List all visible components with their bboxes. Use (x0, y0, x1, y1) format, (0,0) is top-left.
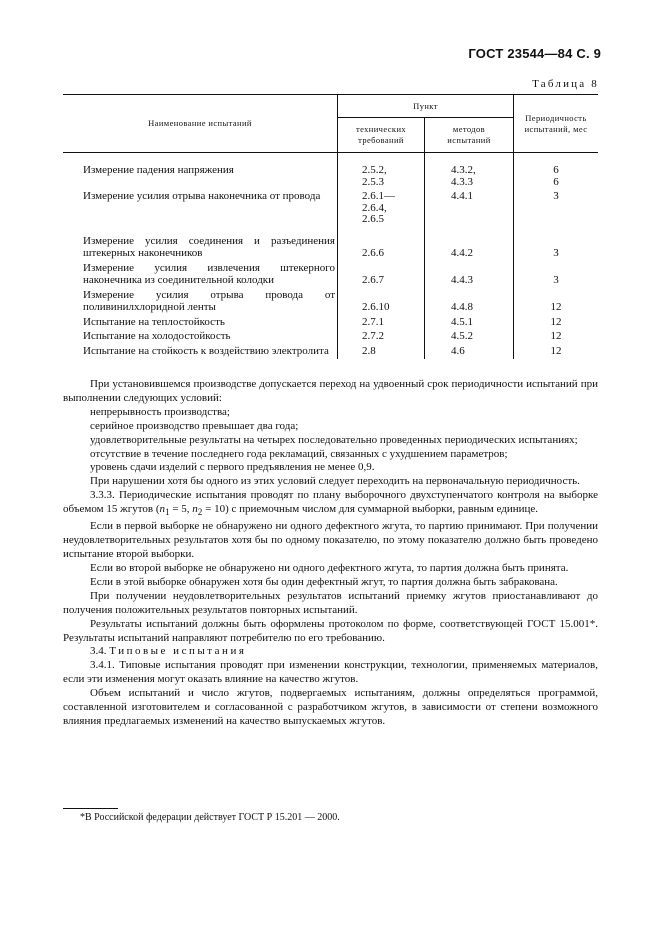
paragraph: При нарушении хотя бы одного из этих условий следует переходить на первоначальную периодичность. (90, 475, 580, 488)
section-number: 3.4. (90, 645, 110, 658)
n1-symbol: n (159, 503, 165, 516)
n1-subscript: 1 (165, 507, 170, 518)
row-name-text: Испытание на теплостойкость (83, 315, 225, 328)
row-tech-value: 2.7.1 (362, 315, 384, 328)
row-tech-value: 2.7.2 (362, 330, 384, 343)
row-period-value: 12 (550, 315, 562, 328)
row-method-value: 4.4.1 (451, 190, 473, 203)
section-heading-3-4 (63, 645, 598, 659)
row-tech (338, 188, 425, 226)
row-period-value: 12 (550, 330, 562, 343)
row-tech-value: 2.6.7 (362, 273, 384, 286)
paragraph: Результаты испытаний должны быть оформлены протоколом по форме, соответствующей ГОСТ 15.001*. Результаты испытаний направляют потребителю по его требованию. (63, 617, 598, 644)
row-tech-value: 2.6.1— (362, 190, 395, 203)
row-tech (338, 286, 425, 313)
row-name (63, 226, 338, 259)
row-method (425, 328, 514, 343)
footnote-separator (63, 808, 118, 809)
header-period-line-2: испытаний, мес (524, 123, 588, 134)
header-tech (338, 118, 425, 153)
row-method-value: 4.4.8 (451, 300, 473, 313)
row-period (514, 314, 599, 329)
row-method (425, 314, 514, 329)
footnote: *В Российской федерации действует ГОСТ Р 15.201 — 2000. (80, 812, 340, 823)
n2-subscript: 2 (197, 507, 203, 518)
paragraph-3-3-3 (63, 489, 598, 520)
row-method-value: 4.3.3 (451, 175, 473, 188)
row-tech (338, 165, 425, 188)
row-tech-value: 2.8 (362, 344, 376, 357)
paragraph: Если во второй выборке не обнаружено ни одного дефектного жгута, то партия должна быть принята. (90, 561, 569, 574)
row-name (63, 259, 338, 286)
row-name (63, 188, 338, 226)
table-row (63, 188, 598, 226)
paragraph: Если в первой выборке не обнаружено ни одного дефектного жгута, то партию принимают. При получении неудовлетворительных результатов хотя бы по одному показателю, по этому показателю должно быть проведено испытание второй выборки. (63, 520, 598, 561)
table-8 (63, 94, 598, 359)
row-name (63, 286, 338, 313)
condition-item: серийное производство превышает два года; (90, 419, 299, 432)
row-period (514, 259, 599, 286)
row-period-value: 12 (550, 344, 562, 357)
row-period (514, 286, 599, 313)
table-row (63, 286, 598, 313)
row-period (514, 188, 599, 226)
page-header: ГОСТ 23544—84 С. 9 (468, 46, 601, 61)
table-row (63, 328, 598, 343)
row-tech (338, 259, 425, 286)
paragraph: 3.4.1. Типовые испытания проводят при изменении конструкции, технологии, применяемых материалов, если эти изменения могут оказать влияние на качество жгутов. (63, 659, 598, 686)
row-method-value: 4.5.1 (451, 315, 473, 328)
condition-item: непрерывность производства; (90, 405, 230, 418)
row-method-value: 4.6 (451, 344, 465, 357)
row-method (425, 259, 514, 286)
n2-symbol: n (192, 503, 198, 516)
table-row (63, 165, 598, 188)
row-tech-value: 2.5.3 (362, 175, 384, 188)
row-tech-value: 2.6.10 (362, 300, 390, 313)
row-method-value: 4.5.2 (451, 330, 473, 343)
row-name (63, 328, 338, 343)
row-name-text: Испытание на стойкость к воздействию электролита (83, 344, 329, 357)
paragraph: При установившемся производстве допускается переход на удвоенный срок периодичности испытаний при выполнении следующих условий: (63, 378, 598, 404)
paragraph: Объем испытаний и число жгутов, подвергаемых испытаниям, должны определяться программой, составленной изготовителем и согласованной с разработчиком жгутов, в зависимости от степени возможного влияния предлагаемых изменений на качество выпускаемых жгутов. (63, 687, 598, 727)
condition-item: удовлетворительные результаты на четырех последовательно проведенных периодических испытаниях; (90, 433, 578, 446)
row-period (514, 165, 599, 188)
row-period (514, 343, 599, 360)
row-period-value: 3 (553, 190, 559, 203)
row-name-text: Измерение усилия отрыва наконечника от провода (83, 190, 321, 203)
row-method-value: 4.4.3 (451, 273, 473, 286)
row-period-value: 12 (550, 300, 562, 313)
row-name-text: Измерение усилия отрыва провода от поливинилхлоридной ленты (83, 289, 335, 313)
paragraph: При получении неудовлетворительных результатов испытаний приемку жгутов приостанавливают до получения положительных результатов повторных испытаний. (63, 589, 598, 616)
table-row (63, 259, 598, 286)
header-period (514, 95, 599, 153)
header-period-line-1: Периодичность (525, 112, 587, 123)
row-tech-value: 2.6.4, (362, 201, 387, 214)
header-tech-line-1: технических (355, 124, 407, 134)
row-tech-value: 2.6.5 (362, 213, 384, 226)
row-period-value: 6 (553, 164, 559, 176)
row-tech-value: 2.5.2, (362, 164, 387, 176)
row-period-value: 3 (553, 246, 559, 259)
header-punkt (338, 95, 514, 118)
header-punkt-text: Пункт (413, 100, 438, 111)
row-method (425, 343, 514, 360)
row-tech (338, 226, 425, 259)
condition-item: отсутствие в течение последнего года рекламаций, связанных с ухудшением параметров; (90, 447, 508, 460)
body-text (63, 378, 598, 729)
row-period-value: 6 (553, 175, 559, 188)
row-method (425, 286, 514, 313)
row-name-text: Измерение падения напряжения (83, 164, 234, 176)
row-method (425, 226, 514, 259)
row-name-text: Измерение усилия извлечения штекерного наконечника из соединительной колодки (83, 262, 335, 286)
row-method-value: 4.4.2 (451, 246, 473, 259)
row-tech (338, 328, 425, 343)
row-tech-value: 2.6.6 (362, 246, 384, 259)
row-method-value: 4.3.2, (451, 164, 476, 176)
row-tech (338, 343, 425, 360)
header-methods-line-2: испытаний (447, 135, 491, 145)
row-method (425, 188, 514, 226)
table-row (63, 226, 598, 259)
row-period (514, 226, 599, 259)
row-period-value: 3 (553, 273, 559, 286)
header-tech-line-2: требований (358, 135, 404, 145)
row-period (514, 328, 599, 343)
row-method (425, 165, 514, 188)
header-methods (425, 118, 514, 153)
paragraph-3-3-3-part1: 3.3.3. Периодические испытания проводят по плану выборочного двухступенчатого контроля на выборке объемом 15 жгутов ( (63, 489, 598, 516)
n1-value: = 5, (169, 503, 193, 516)
section-title: Типовые испытания (109, 645, 247, 658)
table-caption: Таблица 8 (532, 78, 599, 90)
paragraph-3-3-3-part2: ) с приемочным числом для суммарной выборки, равным единице. (225, 503, 539, 516)
condition-item: уровень сдачи изделий с первого предъявления не менее 0,9. (90, 461, 375, 474)
n2-value: = 10 (202, 503, 226, 516)
row-name (63, 165, 338, 188)
table-row (63, 314, 598, 329)
header-name (63, 95, 338, 153)
row-name (63, 343, 338, 360)
header-name-text: Наименование испытаний (148, 118, 252, 128)
row-name-text: Измерение усилия соединения и разъединения штекерных наконечников (83, 234, 335, 259)
row-tech (338, 314, 425, 329)
header-methods-line-1: методов (452, 124, 486, 134)
row-name-text: Испытание на холодостойкость (83, 330, 231, 343)
table-row (63, 343, 598, 360)
paragraph: Если в этой выборке обнаружен хотя бы один дефектный жгут, то партия должна быть забракована. (90, 575, 558, 588)
row-name (63, 314, 338, 329)
